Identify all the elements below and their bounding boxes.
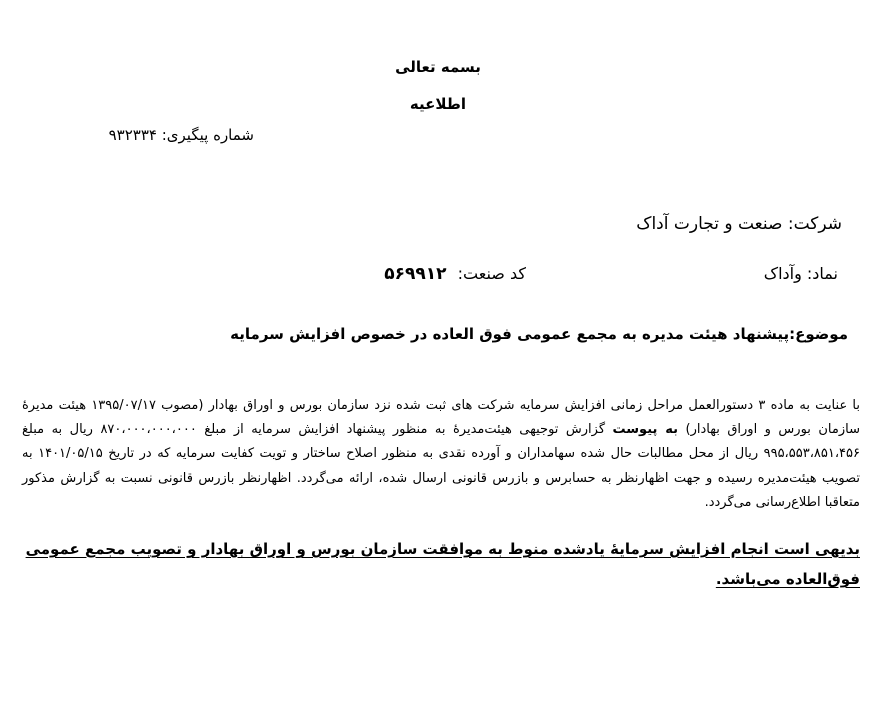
basmala-heading: بسمه تعالی — [395, 58, 481, 76]
symbol-label: نماد: — [806, 264, 838, 283]
symbol-value: وآداک — [763, 264, 802, 283]
industry-code-value: ۵۶۹۹۱۲ — [384, 264, 447, 284]
body-part-1: با عنایت به ماده ۳ دستورالعمل مراحل زمانی افزایش سرمایه شرکت های ثبت شده نزد سازمان بورس و اوراق بهادار (مصوب ۱۳۹۵/۰۷/۱۷ هیئت مدیرهٔ سازمان بورس و اوراق بهادار) — [22, 398, 861, 438]
subject-text: پیشنهاد هیئت مدیره به مجمع عمومی فوق العاده در خصوص افزایش سرمایه — [230, 325, 790, 343]
emphasis-text: بدیهی است انجام افزایش سرمایهٔ یادشده منوط به موافقت سازمان بورس و اوراق بهادار و تصویب مجمع عمومی فوق‌العاده می‌باشد. — [25, 540, 860, 588]
announcement-title: اطلاعیه — [409, 95, 467, 113]
industry-code-label: کد صنعت: — [457, 264, 526, 283]
company-name: صنعت و تجارت آداک — [636, 214, 783, 234]
tracking-label: شماره پیگیری: — [161, 126, 254, 144]
body-part-2: گزارش توجیهی هیئت‌مدیرهٔ به منظور پیشنهاد افزایش سرمایه از مبلغ ۸۷۰،۰۰۰،۰۰۰،۰۰۰ ریال به مبلغ ۹۹۵،۵۵۳،۸۵۱،۴۵۶ ریال از محل مطالبات حال شده سهامداران و آورده نقدی به منظور اصلاح ساختار و تویت کفایت سرمایه که در تاریخ ۱۴۰۱/۰۵/۱۵ به تصویب هیئت‌مدیره رسیده و جهت اظهارنظر به حسابرس و بازرس قانونی ارسال شده، ارائه می‌گردد. اظهارنظر بازرس قانونی نسبت به گزارش مذکور متعاقبا اطلاع‌رسانی می‌گردد. — [22, 422, 860, 510]
subject-label: موضوع: — [789, 325, 848, 343]
symbol-line — [764, 264, 838, 283]
emphasis-paragraph — [22, 534, 860, 594]
attachment-phrase: به پیوست — [612, 422, 679, 438]
company-line — [636, 214, 842, 234]
body-paragraph — [22, 394, 860, 515]
subject-line — [230, 325, 848, 343]
tracking-number: ۹۳۲۳۳۴ — [108, 126, 157, 144]
industry-code-line — [384, 264, 526, 284]
company-label: شرکت: — [787, 214, 842, 234]
tracking-number-line — [109, 126, 254, 144]
